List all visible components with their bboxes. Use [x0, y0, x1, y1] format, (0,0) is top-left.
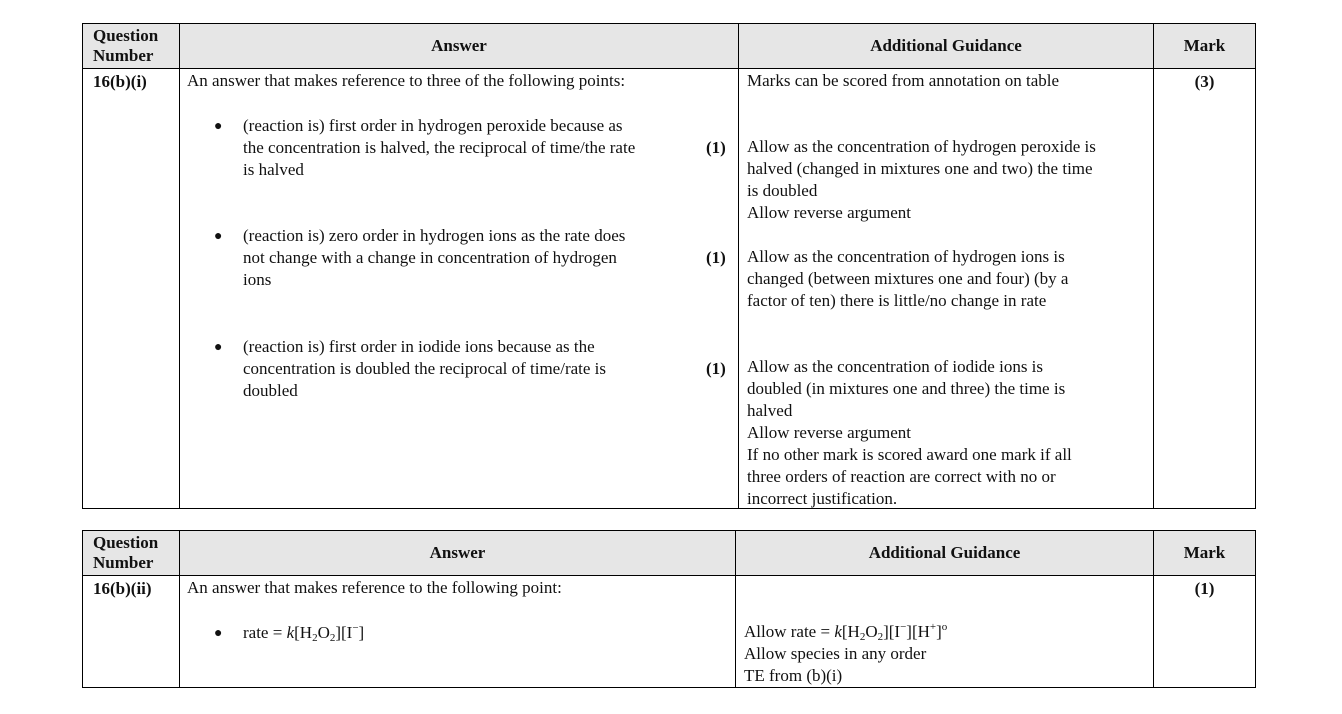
- subscript: 2: [859, 631, 866, 643]
- header-guidance: Additional Guidance: [739, 24, 1154, 69]
- eq-part: ][I: [883, 622, 901, 641]
- guidance-line: Allow species in any order: [744, 644, 927, 663]
- eq-part: [H: [841, 622, 860, 641]
- point-line: doubled: [243, 381, 298, 400]
- subscript: 2: [329, 632, 336, 644]
- rate-constant: k: [834, 622, 842, 641]
- superscript: −: [900, 621, 907, 633]
- mark-cell: [1154, 576, 1256, 688]
- guidance-block-2: [747, 246, 1068, 312]
- point-line: (reaction is) first order in iodide ions because as the: [243, 337, 595, 356]
- point-line: is halved: [243, 160, 304, 179]
- question-number-cell: [83, 576, 180, 688]
- header-question-number: [83, 531, 180, 576]
- guidance-line: Allow as the concentration of hydrogen peroxide is: [747, 137, 1096, 156]
- header-question-number: [83, 24, 180, 69]
- guidance-block-3: [747, 356, 1072, 510]
- guidance-line: three orders of reaction are correct with no or: [747, 467, 1056, 486]
- guidance-line: Allow reverse argument: [747, 203, 911, 222]
- answer-cell: [180, 69, 739, 509]
- guidance-top: Marks can be scored from annotation on table: [747, 71, 1060, 90]
- guidance-line: TE from (b)(i): [744, 666, 843, 685]
- header-answer: Answer: [180, 24, 739, 69]
- guidance-line: halved: [747, 401, 793, 420]
- answer-intro: An answer that makes reference to the following point:: [187, 578, 562, 597]
- question-number-cell: [83, 69, 180, 509]
- header-question-label: Question Number: [93, 533, 159, 572]
- guidance-line: is doubled: [747, 181, 818, 200]
- subscript: 2: [312, 632, 318, 644]
- header-answer: Answer: [180, 531, 736, 576]
- total-mark: (3): [1194, 72, 1215, 91]
- point-line: not change with a change in concentration of hydrogen: [243, 248, 617, 267]
- bullet-icon: ●: [214, 340, 223, 355]
- eq-part: O: [865, 622, 878, 641]
- rate-prefix: Allow rate =: [744, 622, 835, 641]
- point-mark: (1): [706, 138, 726, 157]
- point-mark: (1): [706, 248, 726, 267]
- answer-intro: An answer that makes reference to three of the following points:: [187, 71, 626, 90]
- subscript: 2: [877, 631, 884, 643]
- guidance-line: changed (between mixtures one and four) (by a: [747, 269, 1069, 288]
- guidance-line: If no other mark is scored award one mark if all: [747, 445, 1072, 464]
- guidance-line: doubled (in mixtures one and three) the time is: [747, 379, 1066, 398]
- point-line: the concentration is halved, the reciprocal of time/the rate: [243, 138, 636, 157]
- eq-part: [H: [294, 623, 313, 642]
- question-number: 16(b)(ii): [93, 579, 152, 598]
- header-question-label: Question Number: [93, 26, 159, 65]
- guidance-rate-equation: [744, 621, 947, 643]
- eq-part: ][I: [335, 623, 353, 642]
- mark-scheme-table-2: [82, 530, 1256, 688]
- guidance-line: factor of ten) there is little/no change in rate: [747, 291, 1047, 310]
- guidance-line: Allow as the concentration of iodide ions is: [747, 357, 1044, 376]
- guidance-line: Allow reverse argument: [747, 423, 911, 442]
- total-mark: (1): [1194, 579, 1215, 598]
- header-mark: Mark: [1154, 24, 1256, 69]
- mark-cell: [1154, 69, 1256, 509]
- eq-part: ][H: [906, 622, 930, 641]
- eq-part: ]: [936, 622, 942, 641]
- guidance-cell: [736, 576, 1154, 688]
- bullet-icon: ●: [214, 626, 223, 641]
- point-mark: (1): [706, 359, 726, 378]
- question-number: 16(b)(i): [93, 72, 147, 91]
- guidance-block: [744, 621, 947, 687]
- rate-constant: k: [286, 623, 295, 642]
- point-line: (reaction is) zero order in hydrogen ions as the rate does: [243, 226, 626, 245]
- superscript: +: [929, 621, 937, 633]
- point-line: ions: [243, 270, 272, 289]
- eq-part: ]: [358, 623, 365, 642]
- bullet-icon: ●: [214, 229, 223, 244]
- point-line: (reaction is) first order in hydrogen peroxide because as: [243, 116, 623, 135]
- header-guidance: Additional Guidance: [736, 531, 1154, 576]
- bullet-icon: ●: [214, 119, 223, 134]
- point-line: concentration is doubled the reciprocal of time/rate is: [243, 359, 607, 378]
- superscript: o: [941, 621, 948, 633]
- eq-part: O: [317, 623, 330, 642]
- rate-prefix: rate =: [243, 623, 287, 642]
- guidance-cell: [739, 69, 1154, 509]
- guidance-line: incorrect justification.: [747, 489, 898, 508]
- guidance-line: Allow as the concentration of hydrogen ions is: [747, 247, 1065, 266]
- guidance-block-1: [747, 136, 1096, 224]
- guidance-line: halved (changed in mixtures one and two) the time: [747, 159, 1093, 178]
- rate-equation: [243, 622, 364, 644]
- header-mark: Mark: [1154, 531, 1256, 576]
- answer-cell: [180, 576, 736, 688]
- mark-scheme-table-1: [82, 23, 1256, 509]
- superscript: −: [352, 622, 359, 634]
